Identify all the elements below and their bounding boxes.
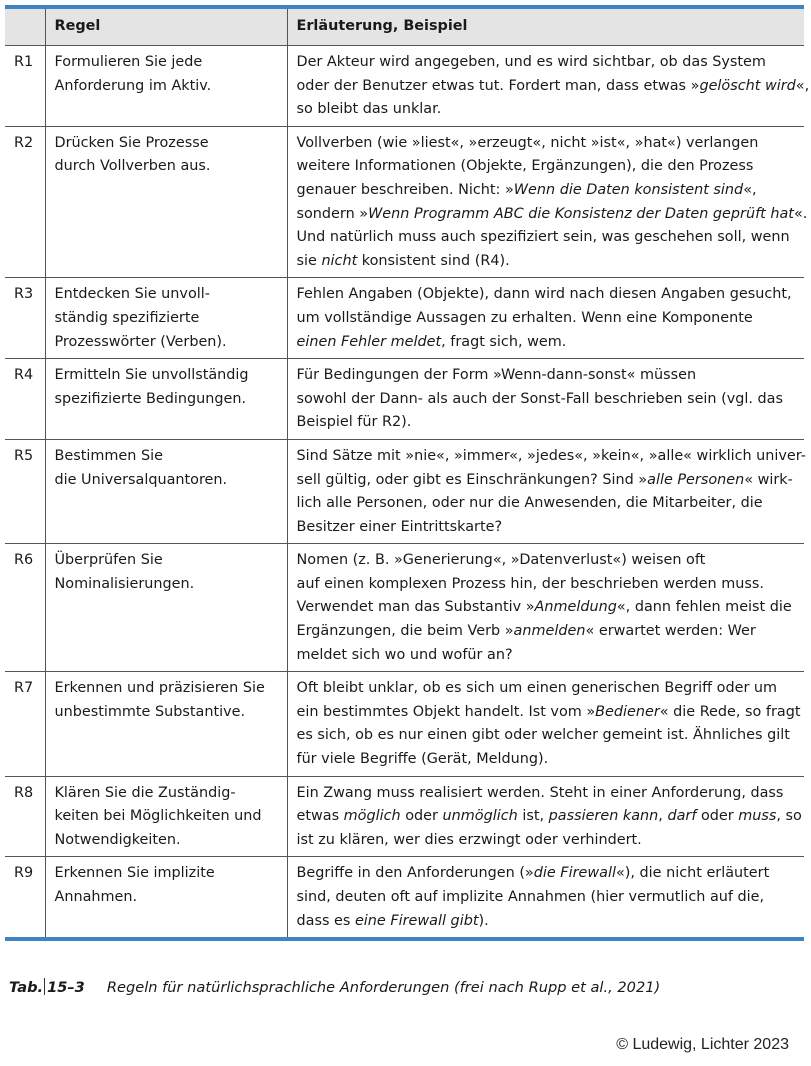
- rule-text: [45, 776, 287, 857]
- plain-text: sind, deuten oft auf implizite Annahmen (hier vermutlich auf die,: [296, 889, 765, 905]
- explanation-line: [297, 331, 797, 355]
- plain-text: Ein Zwang muss realisiert werden. Steht in einer Anforderung, dass: [296, 784, 784, 801]
- plain-text: Begriffe in den Anforderungen (»: [296, 865, 534, 882]
- rule-text: [45, 278, 287, 359]
- rule-line: die Universalquantoren.: [54, 471, 228, 488]
- rule-line: Erkennen Sie implizite: [54, 865, 215, 882]
- caption-text: Regeln für natürlichsprachliche Anforderungen (frei nach Rupp et al., 2021): [106, 979, 661, 996]
- explanation-line: [297, 748, 797, 772]
- header-explanation: Erläuterung, Beispiel: [287, 7, 804, 46]
- rule-id: R9: [5, 857, 45, 939]
- plain-text: «, dann fehlen meist die: [616, 599, 792, 616]
- explanation-line: [297, 644, 797, 668]
- plain-text: , fragt sich, wem.: [441, 333, 567, 350]
- emphasis-text: einen Fehler meldet: [296, 333, 442, 350]
- plain-text: für viele Begriffe (Gerät, Meldung).: [296, 751, 549, 768]
- plain-text: ein bestimmtes Objekt handelt. Ist vom »: [296, 703, 596, 720]
- plain-text: weitere Informationen (Objekte, Ergänzungen), die den Prozess: [296, 158, 754, 175]
- plain-text: Der Akteur wird angegeben, und es wird sichtbar, ob das System: [296, 54, 766, 70]
- explanation-line: [297, 364, 797, 388]
- plain-text: genauer beschreiben. Nicht: »: [296, 181, 514, 198]
- rule-line: Bestimmen Sie: [54, 447, 163, 464]
- table-row: [5, 544, 804, 672]
- rule-id: R2: [5, 126, 45, 278]
- rule-line: Überprüfen Sie: [54, 552, 163, 569]
- rule-id: R1: [5, 46, 45, 127]
- emphasis-text: darf: [667, 808, 697, 825]
- plain-text: Nomen (z. B. »Generierung«, »Datenverlust«) weisen oft: [296, 552, 706, 569]
- rule-line: durch Vollverben aus.: [54, 158, 211, 175]
- plain-text: oder der Benutzer etwas tut. Fordert man, dass etwas »: [296, 77, 700, 94]
- rule-id: R4: [5, 359, 45, 440]
- explanation-line: [297, 411, 797, 435]
- emphasis-text: möglich: [343, 808, 401, 825]
- plain-text: Sind Sätze mit »nie«, »immer«, »jedes«, »kein«, »alle« wirklich univer-: [296, 447, 806, 464]
- plain-text: lich alle Personen, oder nur die Anwesenden, die Mitarbeiter, die: [296, 495, 763, 512]
- plain-text: ).: [478, 912, 489, 929]
- explanation-line: [297, 226, 797, 250]
- rule-line: Prozesswörter (Verben).: [54, 333, 227, 350]
- plain-text: , so: [776, 808, 802, 825]
- rule-id: R6: [5, 544, 45, 672]
- table-row: [5, 857, 804, 939]
- emphasis-text: anmelden: [513, 623, 586, 640]
- header-rule: Regel: [45, 7, 287, 46]
- explanation-line: [297, 179, 797, 203]
- rule-text: [45, 359, 287, 440]
- plain-text: sell gültig, oder gibt es Einschränkungen? Sind »: [296, 471, 648, 488]
- caption-separator: [44, 978, 45, 995]
- plain-text: «.: [793, 205, 808, 222]
- plain-text: « wirk-: [744, 471, 793, 488]
- explanation-line: [297, 132, 797, 156]
- rule-id: R8: [5, 776, 45, 857]
- plain-text: « die Rede, so fragt: [659, 703, 801, 720]
- plain-text: Und natürlich muss auch spezifiziert sein, was geschehen soll, wenn: [296, 229, 790, 246]
- rule-id: R5: [5, 439, 45, 543]
- table-row: [5, 359, 804, 440]
- explanation-text: [287, 672, 804, 776]
- rules-table: [5, 5, 810, 941]
- rule-line: Entdecken Sie unvoll-: [54, 286, 210, 303]
- explanation-text: [287, 278, 804, 359]
- rule-text: [45, 672, 287, 776]
- copyright-notice: © Ludewig, Lichter 2023: [616, 1036, 789, 1053]
- explanation-line: [297, 307, 797, 331]
- explanation-line: [297, 469, 797, 493]
- plain-text: auf einen komplexen Prozess hin, der beschrieben werden muss.: [296, 575, 764, 592]
- explanation-line: [297, 549, 797, 573]
- table-caption: [9, 978, 660, 996]
- plain-text: sowohl der Dann- als auch der Sonst-Fall beschrieben sein (vgl. das: [296, 390, 783, 407]
- emphasis-text: Anmeldung: [534, 599, 617, 616]
- explanation-line: [297, 724, 797, 748]
- rule-line: Anforderung im Aktiv.: [54, 77, 212, 94]
- plain-text: oder: [400, 808, 443, 825]
- explanation-line: [297, 596, 797, 620]
- emphasis-text: alle Personen: [647, 471, 745, 488]
- plain-text: etwas: [296, 808, 344, 825]
- rule-text: [45, 126, 287, 278]
- emphasis-text: gelöscht wird: [699, 77, 796, 94]
- plain-text: ist,: [517, 808, 549, 825]
- caption-label: Tab.: [9, 979, 44, 996]
- table-header-row: [5, 7, 804, 46]
- plain-text: «,: [795, 77, 810, 94]
- plain-text: so bleibt das unklar.: [296, 101, 442, 118]
- explanation-text: [287, 46, 810, 127]
- rule-line: keiten bei Möglichkeiten und: [54, 808, 262, 825]
- explanation-line: [297, 829, 797, 853]
- explanation-line: [297, 283, 797, 307]
- emphasis-text: eine Firewall gibt: [354, 912, 479, 929]
- explanation-line: [297, 886, 797, 910]
- explanation-line: [297, 677, 797, 701]
- header-id: [5, 7, 45, 46]
- table-row: [5, 46, 804, 127]
- table-row: [5, 439, 804, 543]
- rule-line: Erkennen und präzisieren Sie: [54, 680, 265, 697]
- rule-id: R7: [5, 672, 45, 776]
- explanation-line: [297, 98, 797, 122]
- explanation-line: [296, 701, 801, 725]
- explanation-text: [287, 439, 804, 543]
- rule-line: ständig spezifizierte: [54, 309, 200, 326]
- explanation-line: [297, 250, 797, 274]
- rule-line: Notwendigkeiten.: [54, 831, 181, 848]
- rule-line: Annahmen.: [54, 889, 138, 905]
- emphasis-text: Wenn die Daten konsistent sind: [513, 181, 744, 198]
- plain-text: um vollständige Aussagen zu erhalten. Wenn eine Komponente: [296, 309, 753, 326]
- explanation-line: [297, 782, 797, 806]
- explanation-text: [287, 359, 804, 440]
- rule-line: Nominalisierungen.: [54, 575, 195, 592]
- rule-line: Formulieren Sie jede: [54, 54, 203, 70]
- table-row: [5, 776, 804, 857]
- explanation-line: [297, 516, 797, 540]
- rule-text: [45, 857, 287, 939]
- explanation-text: [287, 126, 808, 278]
- caption-number: 15–3: [47, 979, 85, 996]
- explanation-line: [297, 51, 797, 75]
- explanation-line: [297, 573, 797, 597]
- table-row: [5, 672, 804, 776]
- explanation-text: [287, 776, 804, 857]
- emphasis-text: unmöglich: [442, 808, 518, 825]
- rule-text: [45, 544, 287, 672]
- emphasis-text: passieren kann: [548, 808, 659, 825]
- explanation-line: [296, 75, 810, 99]
- plain-text: konsistent sind (R4).: [357, 252, 510, 269]
- plain-text: sie: [296, 252, 322, 269]
- rule-line: unbestimmte Substantive.: [54, 703, 246, 720]
- emphasis-text: die Firewall: [533, 865, 616, 882]
- plain-text: Ergänzungen, die beim Verb »: [296, 623, 514, 640]
- plain-text: ,: [658, 808, 668, 825]
- rule-line: Ermitteln Sie unvollständig: [54, 367, 249, 384]
- plain-text: Besitzer einer Eintrittskarte?: [296, 518, 503, 535]
- plain-text: Beispiel für R2).: [296, 414, 412, 431]
- plain-text: « erwartet werden: Wer: [585, 623, 756, 640]
- explanation-line: [297, 620, 797, 644]
- plain-text: Vollverben (wie »liest«, »erzeugt«, nicht »ist«, »hat«) verlangen: [296, 134, 759, 151]
- plain-text: ist zu klären, wer dies erzwingt oder verhindert.: [296, 831, 642, 848]
- plain-text: Fehlen Angaben (Objekte), dann wird nach diesen Angaben gesucht,: [296, 286, 792, 303]
- emphasis-text: nicht: [321, 252, 358, 269]
- explanation-line: [296, 203, 808, 227]
- plain-text: meldet sich wo und wofür an?: [296, 646, 513, 663]
- explanation-text: [287, 857, 804, 939]
- plain-text: es sich, ob es nur einen gibt oder welcher gemeint ist. Ähnliches gilt: [296, 727, 790, 744]
- explanation-line: [297, 492, 797, 516]
- explanation-line: [297, 862, 797, 886]
- explanation-line: [297, 388, 797, 412]
- plain-text: «), die nicht erläutert: [615, 865, 770, 882]
- explanation-text: [287, 544, 804, 672]
- plain-text: sondern »: [296, 205, 369, 222]
- table-row: [5, 126, 804, 278]
- table-row: [5, 278, 804, 359]
- rule-line: Klären Sie die Zuständig-: [54, 784, 236, 801]
- emphasis-text: Bediener: [595, 703, 660, 720]
- emphasis-text: Wenn Programm ABC die Konsistenz der Daten geprüft hat: [368, 205, 794, 222]
- rule-text: [45, 46, 287, 127]
- explanation-line: [296, 805, 802, 829]
- plain-text: dass es: [296, 912, 355, 929]
- explanation-line: [296, 445, 806, 469]
- rule-line: Drücken Sie Prozesse: [54, 134, 209, 151]
- plain-text: Oft bleibt unklar, ob es sich um einen generischen Begriff oder um: [296, 680, 778, 697]
- plain-text: oder: [696, 808, 739, 825]
- emphasis-text: muss: [738, 808, 777, 825]
- rule-id: R3: [5, 278, 45, 359]
- plain-text: Für Bedingungen der Form »Wenn-dann-sonst« müssen: [296, 367, 697, 384]
- rule-text: [45, 439, 287, 543]
- explanation-line: [297, 155, 797, 179]
- explanation-line: [297, 910, 797, 934]
- rule-line: spezifizierte Bedingungen.: [54, 390, 247, 407]
- plain-text: «,: [743, 181, 757, 198]
- plain-text: Verwendet man das Substantiv »: [296, 599, 535, 616]
